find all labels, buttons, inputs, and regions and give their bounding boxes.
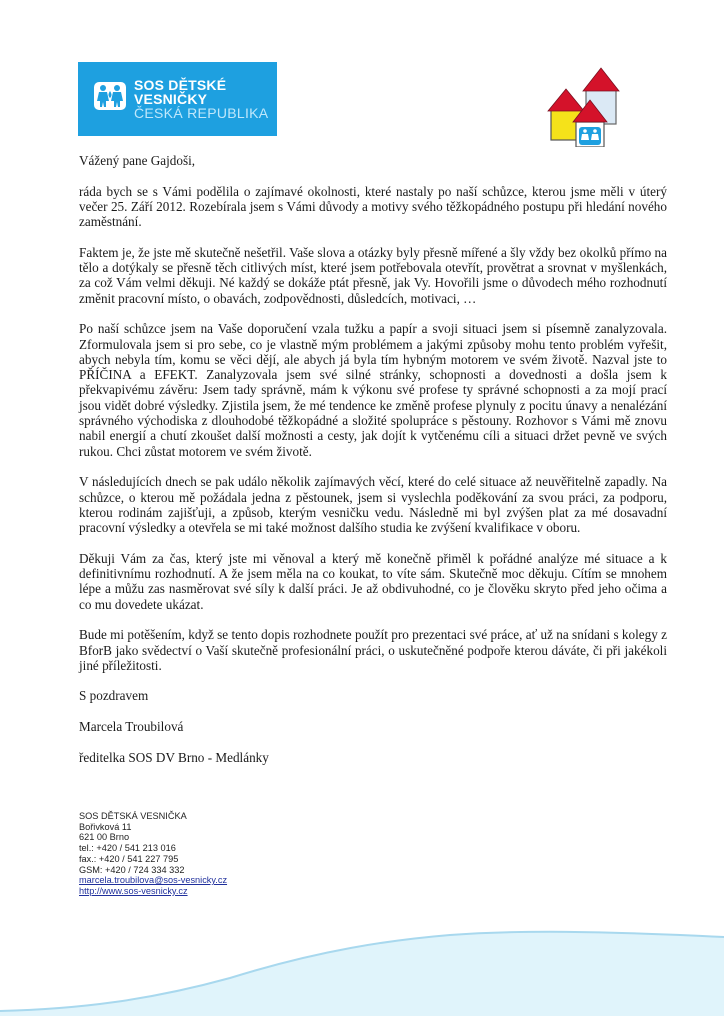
contact-block xyxy=(79,811,227,897)
paragraph-1: ráda bych se s Vámi podělila o zajímavé okolnosti, které nastaly po naší schůzce, kterou jsme měli v úterý večer 25. Září 2012. Rozebírala jsem s Vámi důvody a motivy svého těžkopádného postupu při hledání nového zaměstnání. xyxy=(79,183,667,230)
contact-city: 621 00 Brno xyxy=(79,832,130,843)
letter-body xyxy=(79,153,667,780)
paragraph-6: Bude mi potěšením, když se tento dopis rozhodnete použít pro prezentaci své práce, ať už na snídani s kolegy z BforB jako svědectví o Vaší skutečně profesionální práci, o uskutečněné podpoře kterou dáváte, či při jakékoli jiné příležitosti. xyxy=(79,627,667,673)
paragraph-4: V následujících dnech se pak událo několik zajímavých věcí, které do celé situace až neuvěřitelně zapadly. Na schůzce, o kterou mě požádala jedna z pěstounek, jsem si vyslechla poděkování za svou práci, za podporu, kterou rodinám zajišťuji, a způsob, kterým vesničku vedu. Následně mi byl zvýšen plat za mé dosavadní pracovní výsledky a otevřela se mi také možnost dalšího studia ke zvýšení kvalifikace v oboru. xyxy=(79,474,667,536)
houses-icon xyxy=(543,62,638,147)
wave-decoration xyxy=(0,900,724,1024)
paragraph-5: Děkuji Vám za čas, který jste mi věnoval a který mě konečně přiměl k pořádné analýze mé situace a k definitivnímu rozhodnutí. A že jsem měla na co koukat, to víte sám. Skutečně moc děkuju. Cítím se mnohem lépe a můžu zas nasměrovat své síly k další práci. Je až obdivuhodné, co je člověku skryto před jeho očima a co mu dovedete ukázat. xyxy=(79,550,667,612)
contact-email-link[interactable]: marcela.troubilova@sos-vesnicky.cz xyxy=(79,875,228,886)
sos-logo xyxy=(78,62,277,136)
sos-children-icon xyxy=(94,82,126,110)
logo-line-1: SOS DĚTSKÉ xyxy=(134,77,227,93)
paragraph-2: Faktem je, že jste mě skutečně nešetřil. Vaše slova a otázky byly přesně mířené a šly vždy bez okolků přímo na tělo a dotýkaly se přesně těch citlivých míst, které jsem potřebovala otevřít, provětrat a srovnat v myšlenkách, za což Vám velmi děkuji. Né každý se dokáže ptát přesně, jak Vy. Hovořili jsme o důvodech mého rozhodnutí změnit pracovní místo, o obavách, zodpovědnosti, důsledcích, motivaci, … xyxy=(79,244,667,306)
closing: S pozdravem xyxy=(79,688,149,704)
logo-line-2: VESNIČKY xyxy=(134,91,208,107)
salutation: Vážený pane Gajdoši, xyxy=(79,153,196,168)
contact-street: Bořivková 11 xyxy=(79,821,132,832)
paragraph-3: Po naší schůzce jsem na Vaše doporučení vzala tužku a papír a svoji situaci jsem si písemně zanalyzovala. Zformulovala jsem si pro sebe, co je vlastně mým problémem a jakými způsoby mohu tento problém vyřešit, abych nebyla tím, komu se věci dějí, ale abych já byla tím hybným motorem ve svém životě. Nazval jste to PŘÍČINA a EFEKT. Zanalyzovala jsem své silné stránky, schopnosti a dovednosti a došla jsem k překvapivému závěru: Jsem tady správně, mám k výkonu své profese ty správné schopnosti a za mojí prací jsou vidět dobré výsledky. Zjistila jsem, že mé tendence ke změně profese plynuly z pocitu únavy a nenalézání správného východiska z dlouhodobé těžkopádné a složité spolupráce s pěstouny. Rozhovor s Vámi mě znovu nabil energií a chutí zkoušet další možnosti a cesty, jak dojít k vytčenému cíli a situaci držet pevně ve svých rukou. Chci zůstat motorem ve svém životě. xyxy=(79,321,667,459)
contact-fax: fax.: +420 / 541 227 795 xyxy=(79,853,179,864)
signature-name: Marcela Troubilová xyxy=(79,718,184,734)
contact-web-link[interactable]: http://www.sos-vesnicky.cz xyxy=(79,885,188,896)
contact-org: SOS DĚTSKÁ VESNIČKA xyxy=(79,811,187,821)
contact-tel: tel.: +420 / 541 213 016 xyxy=(79,843,176,854)
logo-line-3: ČESKÁ REPUBLIKA xyxy=(134,105,269,121)
contact-gsm: GSM: +420 / 724 334 332 xyxy=(79,864,185,875)
signature-title: ředitelka SOS DV Brno - Medlánky xyxy=(79,749,269,765)
logo-text xyxy=(134,78,268,120)
